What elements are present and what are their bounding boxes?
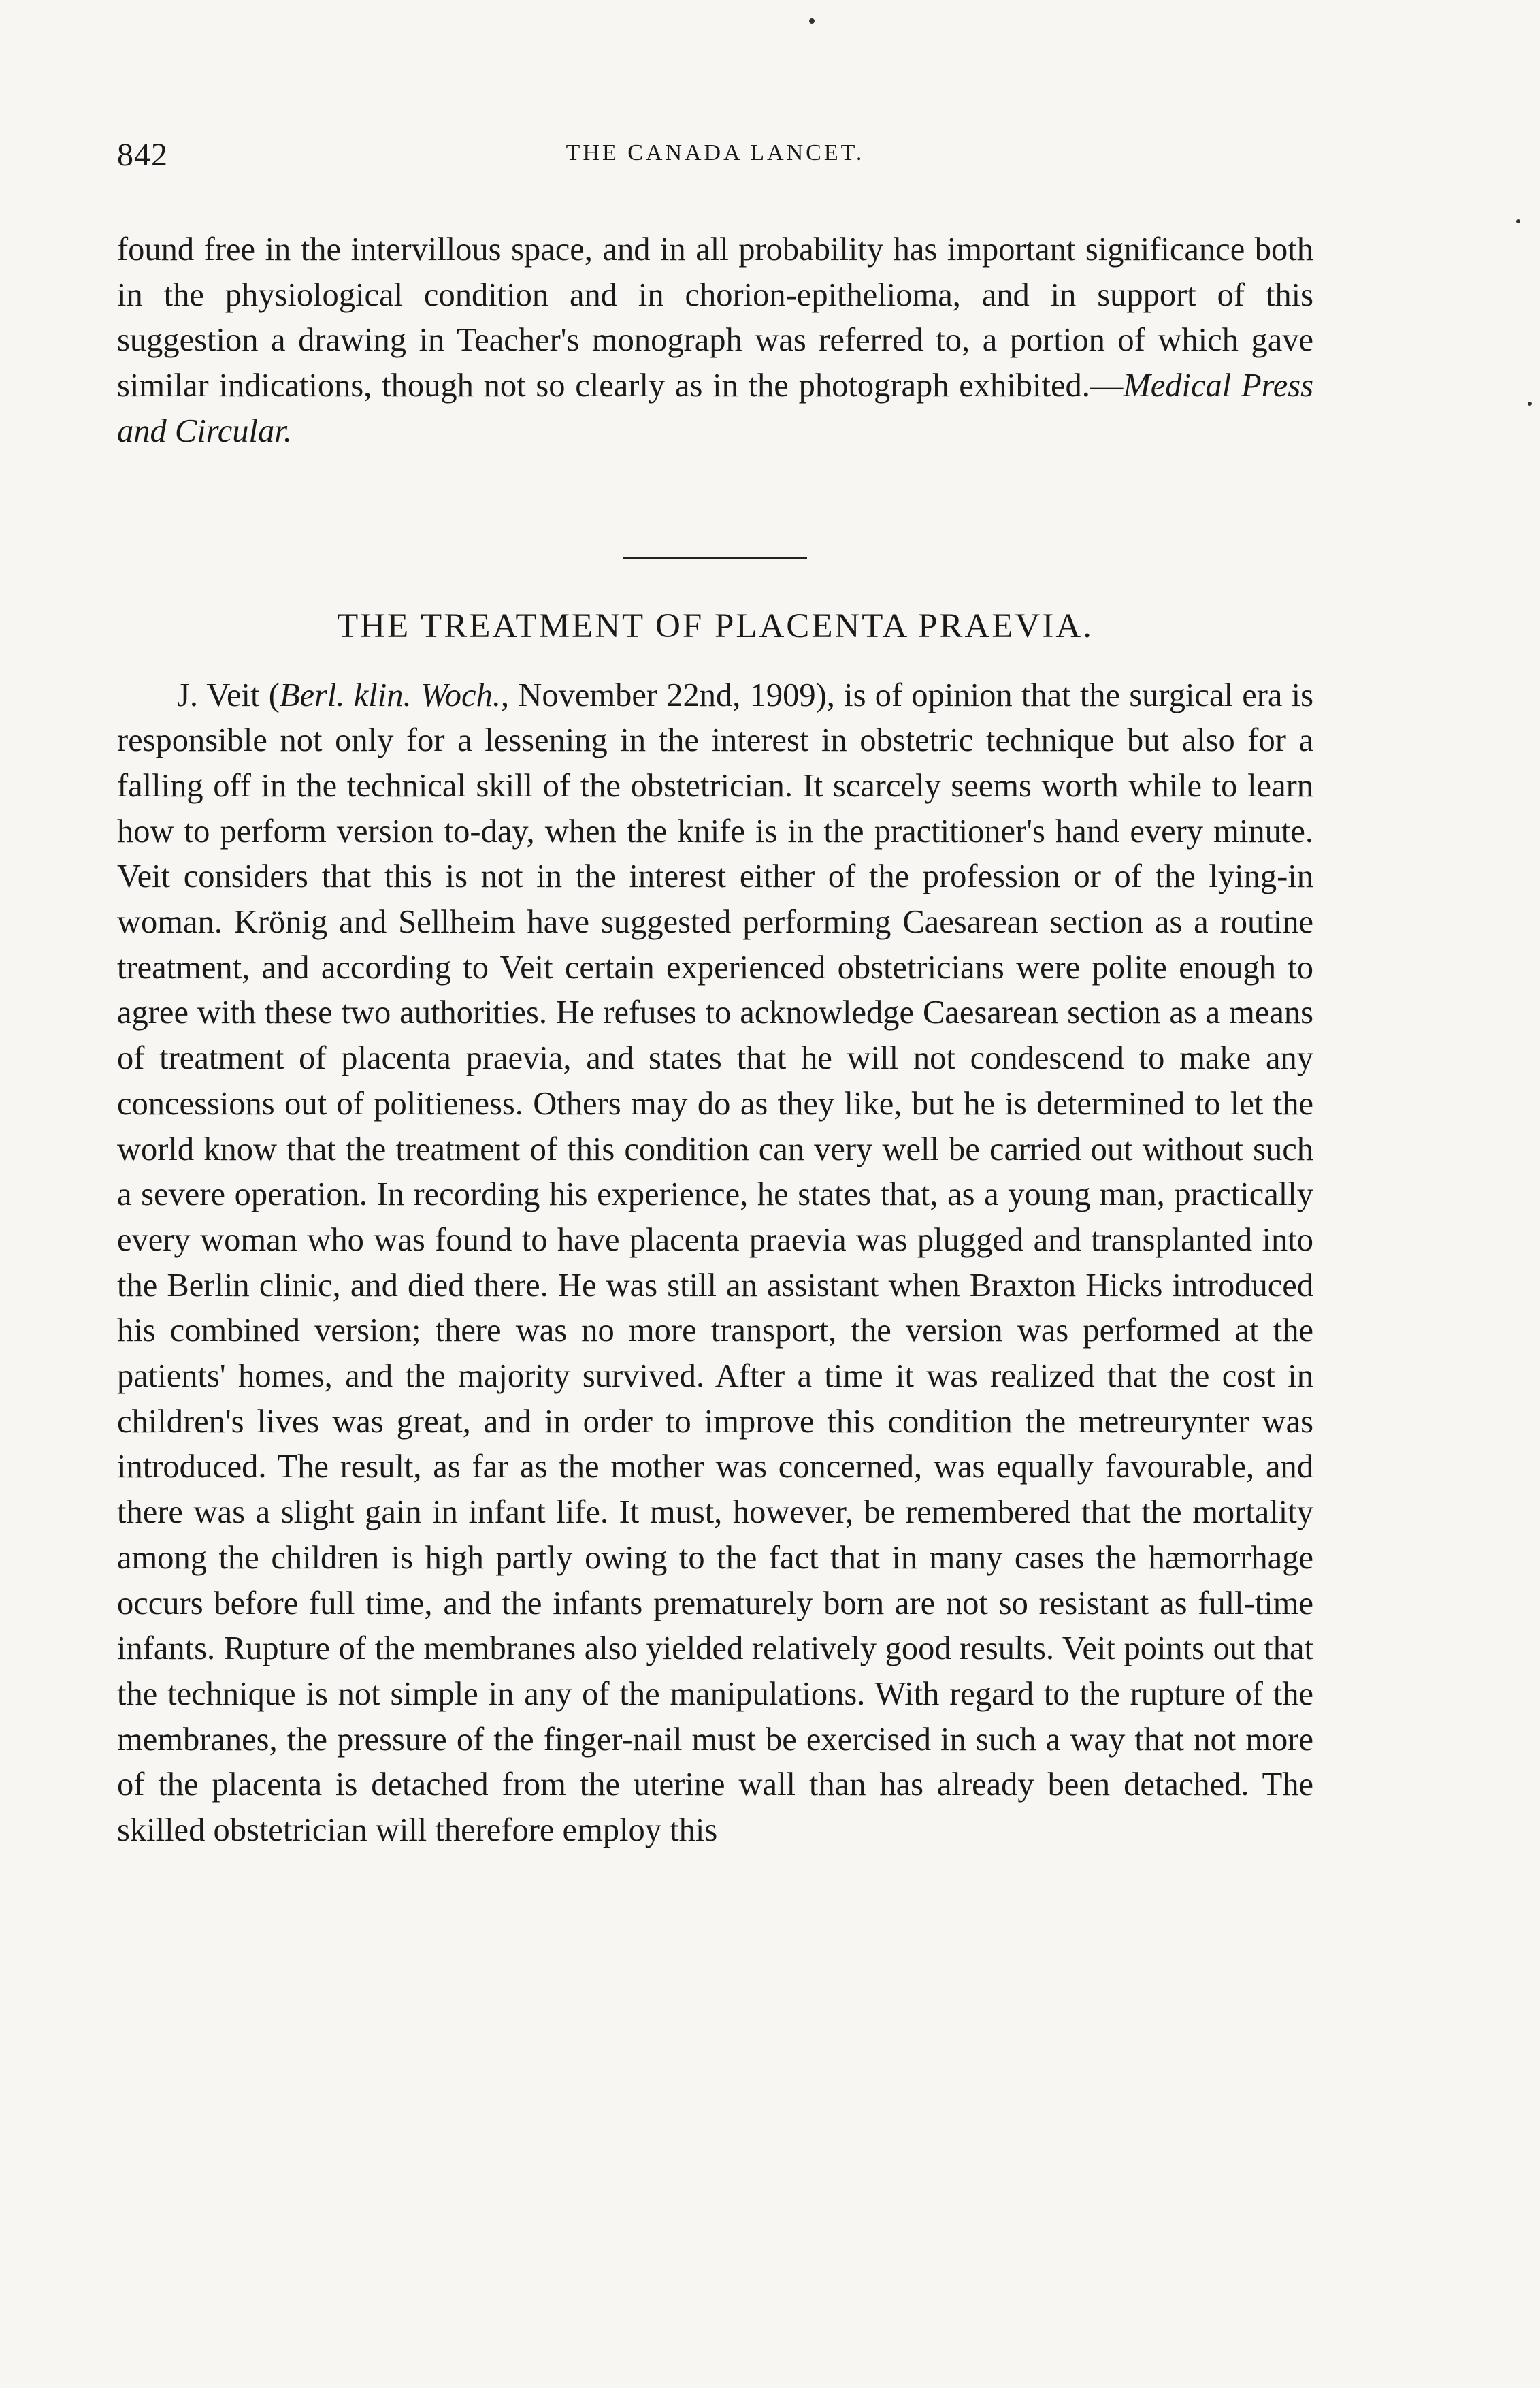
page-header [117, 136, 1313, 184]
journal-citation: Berl. klin. Woch. [279, 677, 501, 713]
ink-speck [1528, 402, 1532, 406]
article-body: is of opinion that the surgical era is responsible not only for a lessening in the interest in obstetric technique but also for a falling off in the technical skill of the obstetrician. It scarcely seems worth while to learn how to perform version to-day, when the knife is in the practitioner's hand every minute. Veit considers that this is not in the interest either of the profession or of the lying-in woman. Krönig and Sellheim have suggested performing Caesarean section as a routine treatment, and according to Veit certain experienced obstetricians were polite enough to agree with these two authorities. He refuses to acknowledge Caesarean section as a means of treatment of placenta praevia, and states that he will not condescend to make any concessions out of politieness. Others may do as they like, but he is determined to let the world know that the treatment of this condition can very well be carried out without such a severe operation. In recording his experience, he states that, as a young man, practically every woman who was found to have placenta praevia was plugged and transplanted into the Berlin clinic, and died there. He was still an assistant when Braxton Hicks introduced his combined version; there was no more transport, the version was performed at the patients' homes, and the majority survived. After a time it was realized that the cost in children's lives was great, and in order to improve this condition the metreurynter was introduced. The result, as far as the mother was concerned, was equally favourable, and there was a slight gain in infant life. It must, however, be remembered that the mortality among the children is high partly owing to the fact that in many cases the hæmorrhage occurs before full time, and the infants prematurely born are not so resistant as full-time infants. Rupture of the membranes also yielded relatively good results. Veit points out that the technique is not simple in any of the manipulations. With regard to the rupture of the membranes, the pressure of the finger-nail must be exercised in such a way that not more of the placenta is detached from the uterine wall than has already been detached. The skilled obstetrician will therefore employ this [117, 677, 1314, 1849]
ink-speck [809, 18, 815, 24]
continuation-text: found free in the intervillous space, and in all probability has important significance both in the physiological condition and in chorion-epithelioma, and in support of this suggestion a drawing in Teacher's monograph was referred to, a portion of which gave similar indications, though not so clearly as in the photograph exhibited.— [117, 231, 1313, 404]
section-divider [623, 557, 807, 559]
author-name: J. Veit ( [177, 677, 280, 713]
ink-speck [1516, 219, 1520, 223]
article-paragraph [117, 673, 1313, 1854]
document-page [117, 136, 1313, 1854]
citation-date: , November 22nd, 1909), [500, 677, 845, 713]
source-citation: Medical Press and Circular. [117, 368, 1313, 449]
section-title: THE TREATMENT OF PLACENTA PRAEVIA. [337, 607, 1094, 645]
running-head: THE CANADA LANCET. [566, 140, 865, 165]
page-number: 842 [117, 137, 168, 173]
continuation-paragraph [117, 227, 1313, 455]
